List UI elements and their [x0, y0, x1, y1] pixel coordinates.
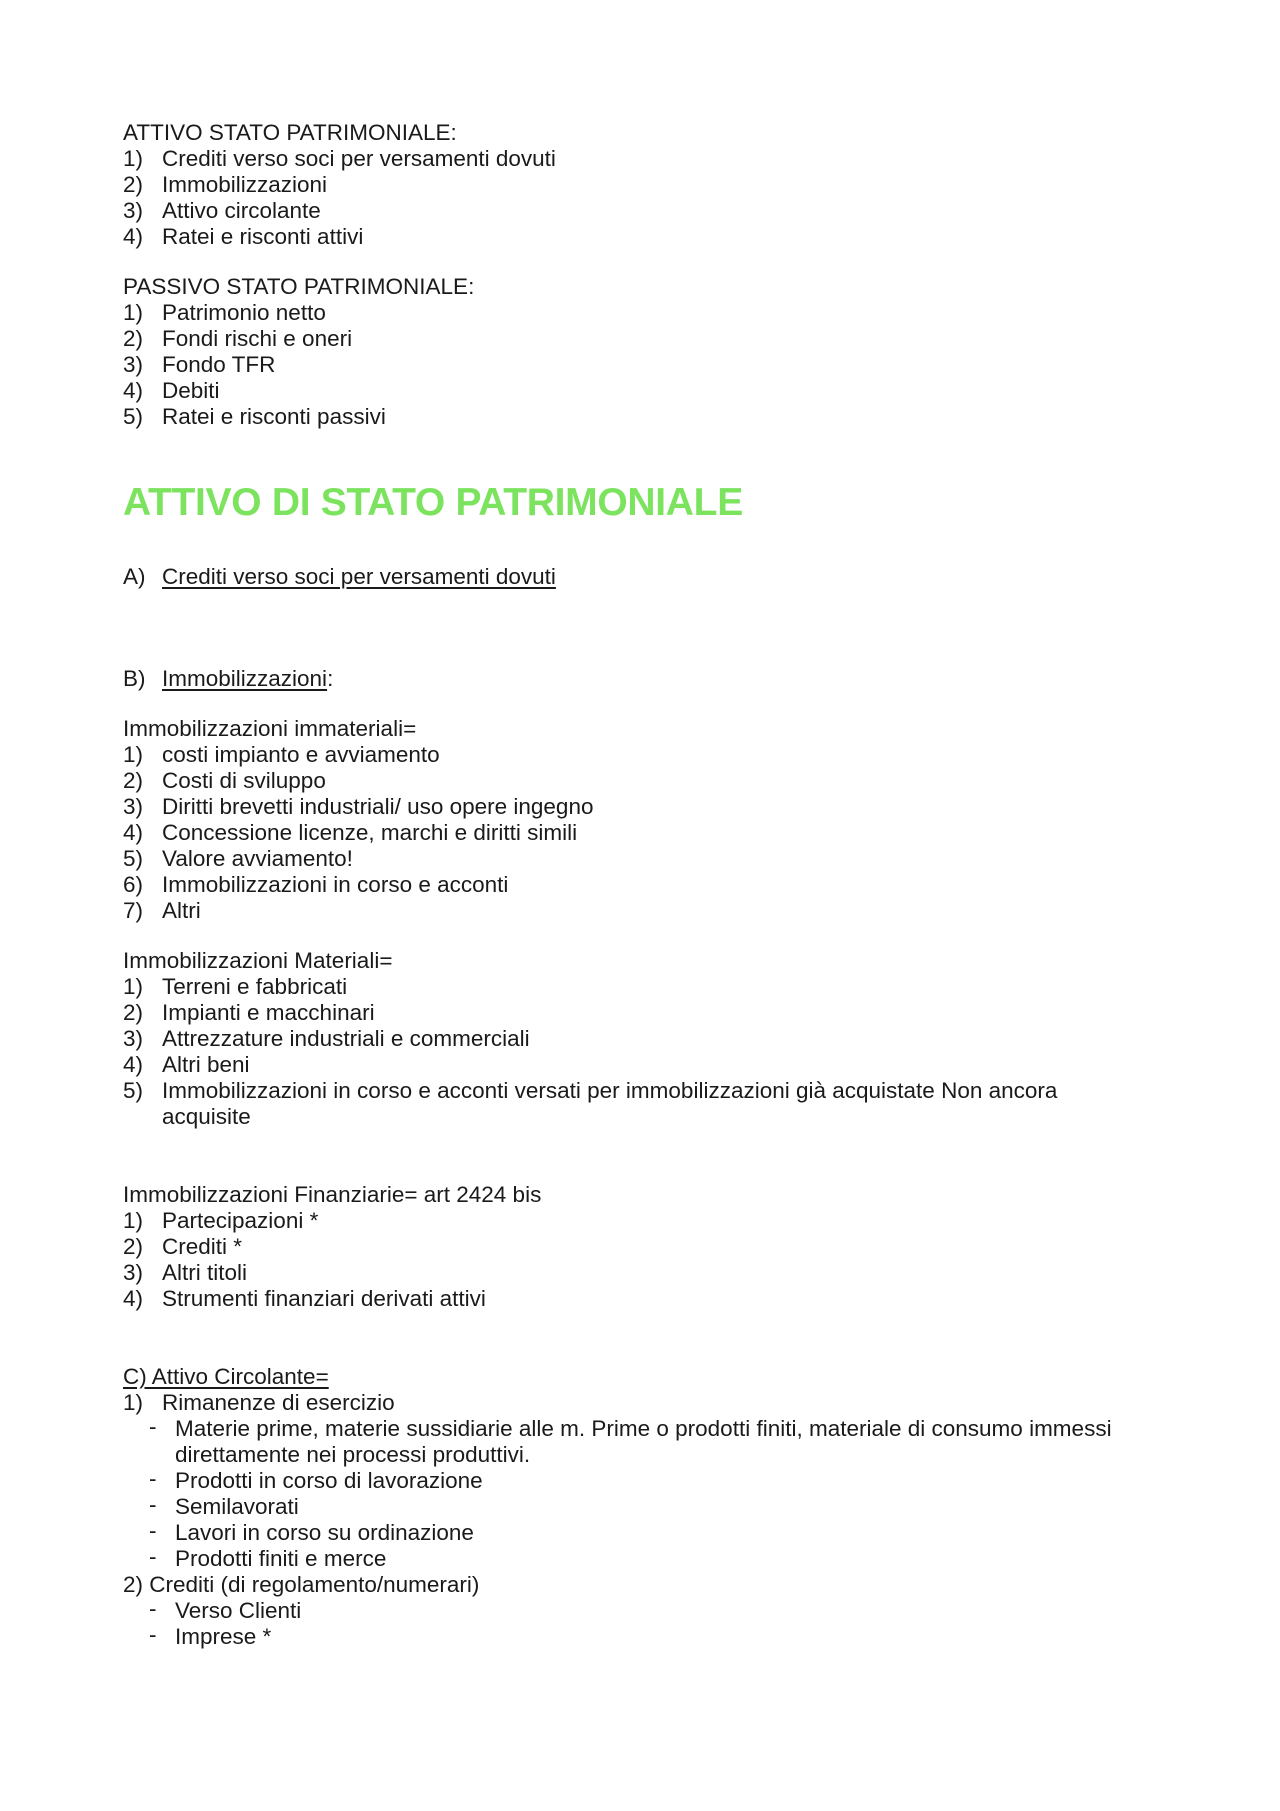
summary-attivo-heading: ATTIVO STATO PATRIMONIALE:: [123, 120, 457, 145]
section-a-title: Crediti verso soci per versamenti dovuti: [162, 564, 556, 589]
list-item: - Prodotti in corso di lavorazione: [149, 1466, 483, 1493]
finanziarie-block: [123, 1182, 1163, 1312]
list-item: 3) Attivo circolante: [123, 198, 321, 223]
list-item: 4) Strumenti finanziari derivati attivi: [123, 1286, 486, 1311]
section-a-letter: A): [123, 564, 146, 589]
crediti-sublist: [123, 1598, 1163, 1650]
immateriali-list: [123, 742, 1163, 924]
summary-attivo: [123, 120, 1163, 250]
list-item: 3) Altri titoli: [123, 1260, 248, 1285]
section-b-heading: [123, 666, 1163, 692]
list-item: 4) Debiti: [123, 378, 220, 403]
summary-passivo-list: [123, 300, 1163, 430]
list-item: 5) Ratei e risconti passivi: [123, 404, 386, 429]
list-item: - Verso Clienti: [149, 1596, 302, 1623]
materiali-block: [123, 948, 1163, 1130]
finanziarie-list: [123, 1208, 1163, 1312]
summary-attivo-list: [123, 146, 1163, 250]
section-c-list: [123, 1390, 1163, 1416]
spacer: [123, 590, 1163, 666]
list-item: 7) Altri: [123, 898, 201, 923]
rimanenze-sublist: [123, 1416, 1163, 1572]
spacer: [123, 526, 1163, 564]
list-item: 4) Concessione licenze, marchi e diritti simili: [123, 820, 578, 845]
spacer: [123, 430, 1163, 480]
dash-bullet: -: [149, 1466, 157, 1491]
list-item: 1) Rimanenze di esercizio: [123, 1390, 395, 1415]
list-item: 3) Attrezzature industriali e commerciali: [123, 1026, 530, 1051]
section-title: ATTIVO DI STATO PATRIMONIALE: [123, 481, 743, 524]
list-item: - Imprese *: [149, 1622, 272, 1649]
spacer: [123, 250, 1163, 274]
dash-bullet: -: [149, 1492, 157, 1517]
section-c-block: [123, 1364, 1163, 1650]
list-item: 4) Ratei e risconti attivi: [123, 224, 364, 249]
finanziarie-heading: Immobilizzazioni Finanziarie= art 2424 bis: [123, 1182, 542, 1207]
list-item: 5) Immobilizzazioni in corso e acconti versati per immobilizzazioni già acquistate Non ancora acquisite: [123, 1078, 1058, 1129]
section-b-title: Immobilizzazioni: [162, 666, 328, 691]
section-a-heading: [123, 564, 1163, 590]
summary-passivo: [123, 274, 1163, 430]
dash-bullet: -: [149, 1414, 157, 1439]
list-item: 1) Terreni e fabbricati: [123, 974, 348, 999]
list-item: 2) Immobilizzazioni: [123, 172, 328, 197]
list-item: 2) Costi di sviluppo: [123, 768, 326, 793]
list-item: - Semilavorati: [149, 1492, 299, 1519]
list-item: 3) Fondo TFR: [123, 352, 276, 377]
dash-bullet: -: [149, 1596, 157, 1621]
section-c-heading: C) Attivo Circolante=: [123, 1364, 329, 1389]
materiali-heading: Immobilizzazioni Materiali=: [123, 948, 393, 973]
list-item: 2) Fondi rischi e oneri: [123, 326, 353, 351]
list-item: 3) Diritti brevetti industriali/ uso opere ingegno: [123, 794, 594, 819]
spacer: [123, 1130, 1163, 1182]
list-item: 2) Crediti *: [123, 1234, 243, 1259]
list-item: 4) Altri beni: [123, 1052, 250, 1077]
immateriali-block: [123, 716, 1163, 924]
spacer: [123, 924, 1163, 948]
immateriali-heading: Immobilizzazioni immateriali=: [123, 716, 417, 741]
list-item: 1) Patrimonio netto: [123, 300, 326, 325]
summary-passivo-heading: PASSIVO STATO PATRIMONIALE:: [123, 274, 475, 299]
document-page: [123, 120, 1163, 1650]
dash-bullet: -: [149, 1544, 157, 1569]
list-item: 2) Impianti e macchinari: [123, 1000, 375, 1025]
materiali-list: [123, 974, 1163, 1130]
list-item: 1) costi impianto e avviamento: [123, 742, 440, 767]
list-item: 1) Partecipazioni *: [123, 1208, 319, 1233]
dash-bullet: -: [149, 1518, 157, 1543]
spacer: [123, 1312, 1163, 1364]
list-item: - Materie prime, materie sussidiarie alle m. Prime o prodotti finiti, materiale di consumo immessi direttamente nei processi produttivi.: [149, 1414, 1112, 1467]
dash-bullet: -: [149, 1622, 157, 1647]
section-b-letter: B): [123, 666, 146, 691]
list-item: 6) Immobilizzazioni in corso e acconti: [123, 872, 509, 897]
list-item: 1) Crediti verso soci per versamenti dovuti: [123, 146, 556, 171]
list-item: 5) Valore avviamento!: [123, 846, 353, 871]
spacer: [123, 692, 1163, 716]
section-b-suffix: :: [327, 666, 334, 691]
list-item: - Prodotti finiti e merce: [149, 1544, 387, 1571]
list-item: - Lavori in corso su ordinazione: [149, 1518, 474, 1545]
crediti-heading: 2) Crediti (di regolamento/numerari): [123, 1572, 480, 1597]
